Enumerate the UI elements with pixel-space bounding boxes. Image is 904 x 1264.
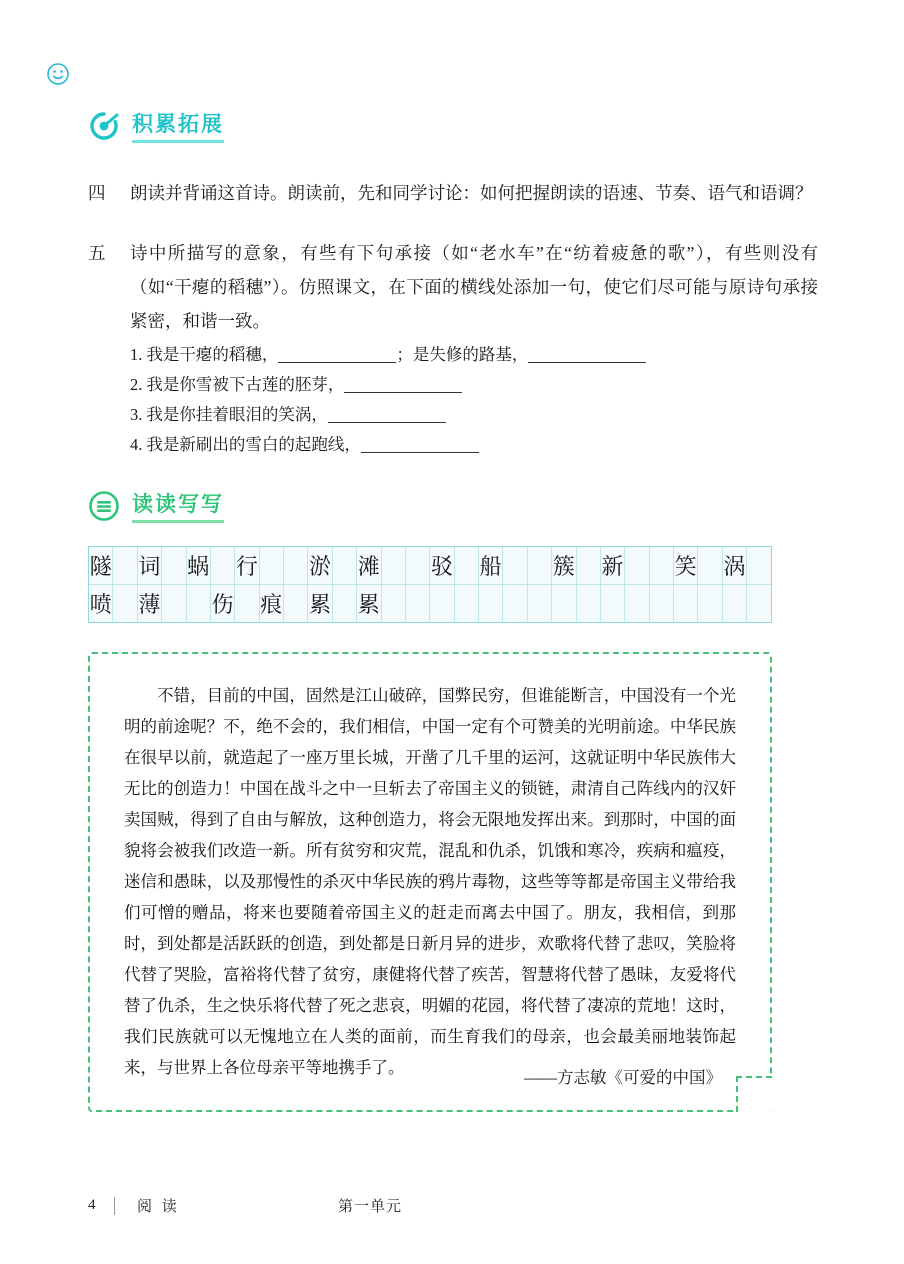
- smiley-icon: [46, 62, 70, 86]
- footer-label: 阅 读: [137, 1199, 180, 1215]
- grid-cell-character: 喷: [89, 585, 113, 622]
- grid-cell-empty: [235, 585, 259, 622]
- grid-cell-character: 驳: [430, 547, 454, 584]
- grid-cell-empty: [333, 547, 357, 584]
- grid-cell-character: 新: [601, 547, 625, 584]
- grid-cell-character: 涡: [723, 547, 747, 584]
- blank-line[interactable]: [361, 452, 479, 453]
- grid-cell-character: 行: [235, 547, 259, 584]
- exercise-text: 朗读并背诵这首诗。朗读前，先和同学讨论：如何把握朗读的语速、节奏、语气和语调？: [130, 183, 813, 203]
- grid-cell-empty: [187, 585, 211, 622]
- grid-cell-empty: [698, 547, 722, 584]
- section-title: 积累拓展: [132, 108, 224, 143]
- grid-cell-empty: [674, 585, 698, 622]
- grid-cell-empty: [503, 585, 527, 622]
- item-index: 2.: [130, 375, 143, 394]
- footer-divider: [114, 1197, 115, 1215]
- grid-cell-empty: [211, 547, 235, 584]
- grid-cell-empty: [333, 585, 357, 622]
- grid-cell-character: 淤: [308, 547, 332, 584]
- item-index: 3.: [130, 405, 143, 424]
- exercise-item: [88, 236, 818, 338]
- blank-line[interactable]: [528, 362, 646, 363]
- grid-row: [89, 547, 771, 584]
- item-index: 4.: [130, 435, 143, 454]
- grid-cell-empty: [503, 547, 527, 584]
- grid-cell-empty: [430, 585, 454, 622]
- exercise-item: [88, 176, 818, 210]
- item-text: 我是新刷出的雪白的起跑线，: [146, 435, 361, 454]
- grid-cell-character: 船: [479, 547, 503, 584]
- grid-cell-character: 薄: [138, 585, 162, 622]
- grid-cell-empty: [528, 547, 552, 584]
- grid-cell-empty: [260, 547, 284, 584]
- page-number: 4: [88, 1197, 96, 1213]
- blank-line[interactable]: [344, 392, 462, 393]
- quote-text: 不错，目前的中国，固然是江山破碎，国弊民穷，但谁能断言，中国没有一个光明的前途呢？不，绝不会的，我们相信，中国一定有个可赞美的光明前途。中华民族在很早以前，就造起了一座万里长城，开凿了几千里的运河，这就证明中华民族伟大无比的创造力！中国在战斗之中一旦斩去了帝国主义的锁链，肃清自己阵线内的汉奸卖国贼，得到了自由与解放，这种创造力，将会无限地发挥出来。到那时，中国的面貌将会被我们改造一新。所有贫穷和灾荒，混乱和仇杀，饥饿和寒冷，疾病和瘟疫，迷信和愚昧，以及那慢性的杀灭中华民族的鸦片毒物，这些等等都是帝国主义带给我们可憎的赠品，将来也要随着帝国主义的赶走而离去中国了。朋友，我相信，到那时，到处都是活跃跃的创造，到处都是日新月异的进步，欢歌将代替了悲叹，笑脸将代替了哭脸，富裕将代替了贫穷，康健将代替了疾苦，智慧将代替了愚昧，友爱将代替了仇杀，生之快乐将代替了死之悲哀，明媚的花园，将代替了凄凉的荒地！这时，我们民族就可以无愧地立在人类的面前，而生育我们的母亲，也会最美丽地装饰起来，与世界上各位母亲平等地携手了。: [124, 686, 736, 1077]
- grid-cell-empty: [601, 585, 625, 622]
- grid-cell-character: 蜗: [187, 547, 211, 584]
- page-footer: [88, 1195, 788, 1216]
- exercise-number: 四: [88, 183, 106, 203]
- list-item: [130, 370, 646, 400]
- grid-cell-character: 累: [308, 585, 332, 622]
- section-title: 读读写写: [132, 488, 224, 523]
- grid-row: [89, 584, 771, 622]
- item-text: 我是你挂着眼泪的笑涡，: [146, 405, 328, 424]
- grid-cell-empty: [284, 547, 308, 584]
- grid-cell-empty: [625, 547, 649, 584]
- exercise-text: 诗中所描写的意象，有些有下句承接（如“老水车”在“纺着疲惫的歌”），有些则没有（如“干瘪的稻穗”）。仿照课文，在下面的横线处添加一句，使它们尽可能与原诗句承接紧密，和谐一致。: [130, 243, 818, 331]
- grid-cell-empty: [747, 585, 771, 622]
- grid-cell-empty: [113, 585, 137, 622]
- grid-cell-empty: [698, 585, 722, 622]
- item-text: 我是你雪被下古莲的胚芽，: [146, 375, 345, 394]
- grid-cell-empty: [382, 585, 406, 622]
- grid-cell-character: 滩: [357, 547, 381, 584]
- item-index: 1.: [130, 345, 143, 364]
- character-grid: [88, 546, 772, 623]
- grid-cell-empty: [577, 585, 601, 622]
- grid-cell-empty: [162, 585, 186, 622]
- grid-cell-empty: [455, 547, 479, 584]
- section-heading-accumulate: [88, 108, 224, 143]
- grid-cell-character: 词: [138, 547, 162, 584]
- fill-in-list: [130, 340, 646, 460]
- lines-icon: [88, 490, 120, 522]
- list-item: [130, 400, 646, 430]
- item-text-2: ；是失修的路基，: [396, 345, 529, 364]
- blank-line[interactable]: [328, 422, 446, 423]
- grid-cell-character: 伤: [211, 585, 235, 622]
- grid-cell-character: 簇: [552, 547, 576, 584]
- grid-cell-empty: [577, 547, 601, 584]
- list-item: [130, 430, 646, 460]
- exercise-number: 五: [88, 243, 106, 263]
- grid-cell-empty: [625, 585, 649, 622]
- grid-cell-empty: [162, 547, 186, 584]
- blank-line[interactable]: [278, 362, 396, 363]
- corner-fold: [736, 1076, 772, 1112]
- grid-cell-empty: [406, 585, 430, 622]
- quote-attribution: ——方志敏《可爱的中国》: [524, 1068, 722, 1087]
- grid-cell-character: 累: [357, 585, 381, 622]
- grid-cell-empty: [552, 585, 576, 622]
- grid-cell-empty: [650, 547, 674, 584]
- grid-cell-empty: [455, 585, 479, 622]
- target-icon: [88, 110, 120, 142]
- footer-unit: 第一单元: [338, 1199, 403, 1215]
- grid-cell-character: 隧: [89, 547, 113, 584]
- list-item: [130, 340, 646, 370]
- grid-cell-empty: [479, 585, 503, 622]
- grid-cell-empty: [382, 547, 406, 584]
- grid-cell-empty: [284, 585, 308, 622]
- grid-cell-empty: [406, 547, 430, 584]
- grid-cell-empty: [747, 547, 771, 584]
- grid-cell-character: 笑: [674, 547, 698, 584]
- section-heading-read-write: [88, 488, 224, 523]
- grid-cell-character: 痕: [260, 585, 284, 622]
- grid-cell-empty: [723, 585, 747, 622]
- quote-box: [88, 652, 772, 1112]
- item-text: 我是干瘪的稻穗，: [146, 345, 279, 364]
- grid-cell-empty: [650, 585, 674, 622]
- grid-cell-empty: [528, 585, 552, 622]
- grid-cell-empty: [113, 547, 137, 584]
